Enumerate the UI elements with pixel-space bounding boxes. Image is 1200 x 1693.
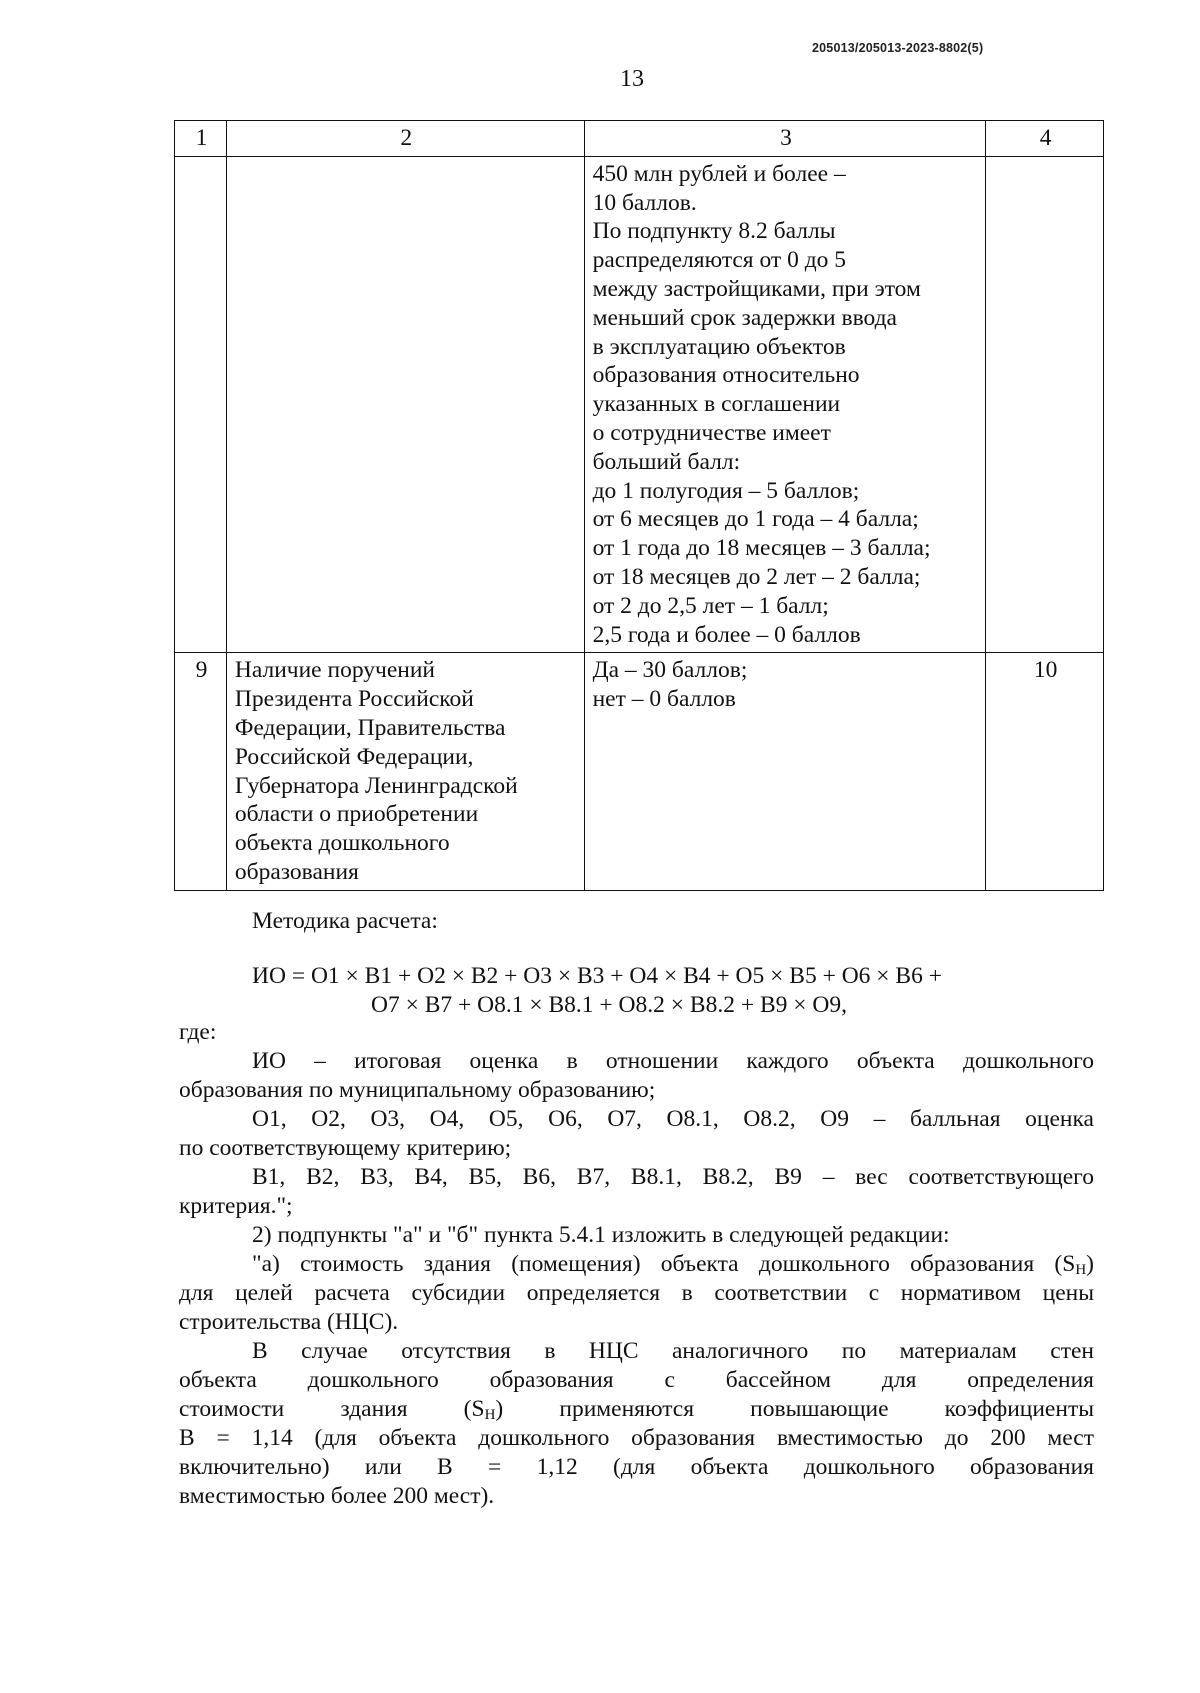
table-cell-scoring: [584, 156, 986, 653]
where-label: где:: [179, 1019, 217, 1045]
table-cell-criterion: [226, 156, 584, 653]
formula-line: О7 × В7 + О8.1 × В8.1 + О8.2 × В8.2 + В9 × О9,: [371, 992, 847, 1018]
text-line: образования относительно: [592, 362, 860, 389]
text-line: о сотрудничестве имеет: [592, 419, 831, 446]
text-line: 2,5 года и более – 0 баллов: [592, 621, 861, 648]
definition-line: В1, В2, В3, В4, В5, В6, В7, В8.1, В8.2, В9 – вес соответствующего: [252, 1164, 1094, 1190]
column-header: 1: [175, 121, 227, 157]
text-line: образования: [234, 858, 359, 885]
paragraph-b-line: В = 1,14 (для объекта дошкольного образования вместимостью до 200 мест: [179, 1425, 1094, 1451]
text-line: 10 баллов.: [592, 189, 697, 216]
table-header-row: [175, 121, 1104, 157]
text-line: Губернатора Ленинградской: [234, 772, 518, 799]
text-line: от 18 месяцев до 2 лет – 2 балла;: [592, 563, 921, 590]
text-line: от 2 до 2,5 лет – 1 балл;: [592, 592, 829, 619]
text-line: Российской Федерации,: [234, 743, 474, 770]
text-line: По подпункту 8.2 баллы: [592, 218, 836, 245]
column-header: 3: [584, 121, 986, 157]
text-line: распределяются от 0 до 5: [592, 247, 847, 274]
definition-line: образования по муниципальному образованию;: [179, 1077, 656, 1103]
definition-line: по соответствующему критерию;: [179, 1135, 512, 1161]
criteria-table: [174, 120, 1104, 891]
table-cell-criterion: [226, 653, 584, 890]
text-line: меньший срок задержки ввода: [592, 304, 897, 331]
amendment: [179, 1221, 1094, 1511]
table-row-continued: [175, 156, 1104, 653]
column-header: 2: [226, 121, 584, 157]
table-cell-number: 9: [175, 653, 227, 890]
text-line: от 1 года до 18 месяцев – 3 балла;: [592, 535, 931, 562]
text-line: области о приобретении: [234, 801, 479, 828]
table-cell-scoring: [584, 653, 986, 890]
text-line: до 1 полугодия – 5 баллов;: [592, 477, 860, 504]
amendment-item: 2) подпункты "а" и "б" пункта 5.4.1 изложить в следующей редакции:: [252, 1222, 950, 1248]
table-cell-number: [175, 156, 227, 653]
table-cell-weight: 10: [986, 653, 1104, 890]
paragraph-b-line: стоимости здания $(S_Н)$ применяются повышающие коэффициенты: [179, 1396, 1094, 1423]
text-line: Федерации, Правительства: [234, 714, 506, 741]
paragraph-b-line: включительно) или В = 1,12 (для объекта дошкольного образования: [179, 1454, 1094, 1480]
text-line: больший балл:: [592, 448, 741, 475]
text-line: указанных в соглашении: [592, 391, 841, 418]
text-line: между застройщиками, при этом: [592, 275, 921, 302]
text-line: нет – 0 баллов: [592, 686, 736, 713]
text-line: Президента Российской: [234, 686, 474, 713]
definition-line: критерия.";: [179, 1193, 293, 1219]
document-code: 205013/205013-2023-8802(5): [812, 41, 984, 55]
paragraph-a-line: "а) стоимость здания (помещения) объекта дошкольного образования $(S_Н)$: [252, 1251, 1094, 1278]
page-number: 13: [620, 66, 644, 92]
definitions: [179, 1047, 1094, 1221]
text-line: Да – 30 баллов;: [592, 657, 748, 684]
paragraph-b-line: объекта дошкольного образования с бассейном для определения: [179, 1367, 1094, 1393]
text-line: в эксплуатацию объектов: [592, 333, 846, 360]
text-line: от 6 месяцев до 1 года – 4 балла;: [592, 506, 919, 533]
paragraph-a-line: для целей расчета субсидии определяется в соответствии с нормативом цены: [179, 1280, 1094, 1306]
formula-line: ИО = О1 × В1 + О2 × В2 + О3 × В3 + О4 × В4 + О5 × В5 + О6 × В6 +: [252, 963, 942, 989]
text-line: Наличие поручений: [234, 657, 435, 684]
column-header: 4: [986, 121, 1104, 157]
method-heading: Методика расчета:: [252, 908, 438, 934]
table-row-9: [175, 653, 1104, 890]
text-line: объекта дошкольного: [234, 830, 450, 857]
definition-line: ИО – итоговая оценка в отношении каждого объекта дошкольного: [252, 1048, 1094, 1074]
paragraph-b-line: вместимостью более 200 мест).: [179, 1483, 495, 1509]
paragraph-b-line: В случае отсутствия в НЦС аналогичного по материалам стен: [252, 1338, 1094, 1364]
paragraph-a-line: строительства (НЦС).: [179, 1309, 399, 1335]
table-cell-weight: [986, 156, 1104, 653]
text-line: 450 млн рублей и более –: [592, 160, 846, 187]
definition-line: О1, О2, О3, О4, О5, О6, О7, О8.1, О8.2, О9 – балльная оценка: [252, 1106, 1094, 1132]
formula: [179, 962, 1094, 1020]
